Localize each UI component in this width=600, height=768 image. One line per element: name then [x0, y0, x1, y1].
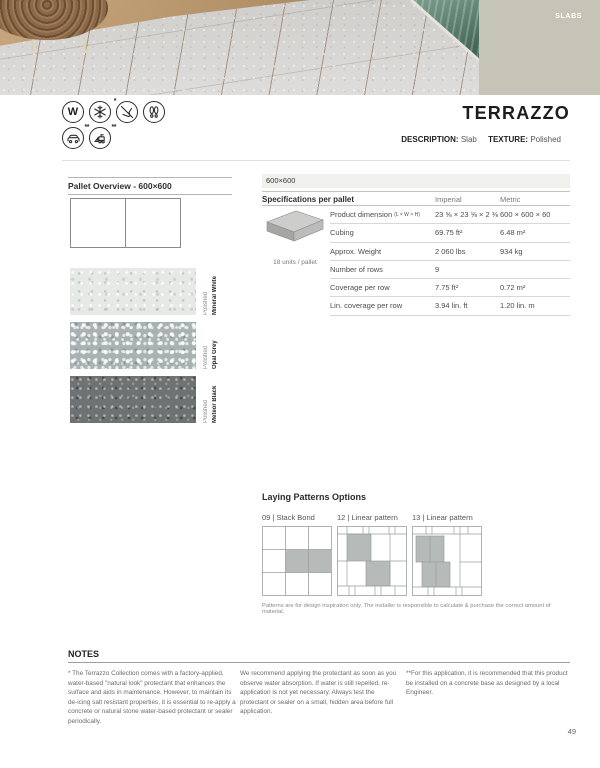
patterns-disclaimer: Patterns are for design inspiration only. The installer is responsible to calculate & purchase the correct amount of material. [262, 603, 551, 615]
notes-title: NOTES [68, 649, 100, 659]
spec-metric: 934 kg [500, 246, 523, 256]
swatch-labels [203, 376, 218, 423]
product-meta [401, 135, 570, 144]
description-label: DESCRIPTION: [401, 135, 459, 144]
hero-banner [0, 0, 600, 95]
spec-label: Cubing [330, 228, 354, 238]
texture-value: Polished [530, 135, 561, 144]
spec-label: Coverage per row [330, 283, 390, 293]
spec-label: Approx. Weight [330, 246, 382, 256]
swatch-finish-label: Polished [203, 399, 209, 423]
page-title: TERRAZZO [462, 103, 570, 123]
swatch-row [70, 322, 218, 369]
spec-imperial: 7.75 ft² [435, 283, 459, 293]
spec-row [330, 243, 570, 261]
hero-photo [0, 0, 479, 95]
vehicle-traffic-icon [62, 124, 89, 149]
spec-row [330, 261, 570, 279]
swatch-opal-grey [70, 322, 196, 369]
no-snow-shovel-icon [116, 101, 138, 123]
spec-imperial: 69.75 ft² [435, 228, 463, 238]
note-column-2: We recommend applying the protectant as soon as you observe water absorption. If water is still repelled, re-application is not yet necessary. Always test the protectant or sealer on a small, hidden area before full application. [240, 670, 397, 716]
spec-imperial: 9 [435, 264, 440, 274]
swatch-row [70, 376, 218, 423]
spec-row [330, 297, 570, 315]
texture-label: TEXTURE: [488, 135, 529, 144]
description-value: Slab [460, 135, 477, 144]
slab-3d-icon [263, 207, 327, 247]
w-glyph: W [67, 105, 79, 118]
pedestrian-traffic-icon [143, 101, 165, 123]
spec-metric: 0.72 m² [500, 283, 526, 293]
icon-marker: ** [111, 124, 116, 131]
spec-row [330, 279, 570, 297]
snowplow-icon [89, 124, 116, 149]
size-tag-band: 600×600 [262, 174, 570, 188]
spec-metric: 1.20 lin. m [500, 301, 535, 311]
slabs-tag: SLABS [555, 13, 582, 20]
col-metric: Metric [500, 195, 521, 204]
spec-label: Product dimension [330, 210, 393, 219]
spec-metric: 600 × 600 × 60 [500, 210, 551, 219]
pallet-slab-cell [125, 198, 181, 248]
swatch-labels [203, 268, 218, 315]
icon-row-2 [62, 124, 192, 149]
swatch-finish-label: Polished [203, 345, 209, 369]
swatch-name-label: Opal Grey [212, 340, 218, 369]
pallet-illustration [263, 207, 327, 266]
performance-icons [62, 98, 192, 153]
pattern-label-stack-bond: 09 | Stack Bond [262, 513, 315, 522]
spec-table-header [262, 191, 570, 206]
side-panel [479, 0, 600, 95]
pool-ripples [408, 0, 479, 95]
swatch-name-label: Mineral White [212, 275, 218, 315]
pallet-overview-title: Pallet Overview - 600×600 [68, 177, 232, 195]
wicker-chair [0, 0, 108, 40]
icon-row-1 [62, 98, 192, 123]
pattern-label-linear-12: 12 | Linear pattern [337, 513, 398, 522]
note-column-3: **For this application, it is recommended that this product be installed on a concrete base as designed by a local Engineer. [406, 670, 568, 697]
snowflake-icon [89, 98, 116, 123]
spec-table-rows [330, 206, 570, 316]
spec-label: Number of rows [330, 264, 383, 274]
pattern-label-linear-13: 13 | Linear pattern [412, 513, 473, 522]
color-swatches [70, 268, 218, 430]
pallet-slab-cell [70, 198, 126, 248]
spec-row [330, 206, 570, 224]
notes-divider [68, 662, 570, 663]
spec-row [330, 224, 570, 242]
swatch-mineral-white [70, 268, 196, 315]
pattern-diagram-linear-13 [412, 526, 482, 596]
spec-imperial: 3.94 lin. ft [435, 301, 468, 311]
spec-table-title: Specifications per pallet [262, 195, 355, 204]
note-column-1: * The Terrazzo Collection comes with a factory-applied, water-based "natural look" protectant that enhances the surface and aids in maintenance. However, to maintain its de-icing salt resistant properties, it is essential to re-apply a concrete or natural stone water-based protectant or sealer periodically. [68, 670, 236, 726]
pattern-diagram-linear-12 [337, 526, 407, 596]
swatch-name-label: Meteor Black [212, 385, 218, 423]
pallet-overview-diagram [70, 198, 181, 248]
icon-marker: ** [84, 124, 89, 131]
wet-look-icon [62, 101, 84, 123]
spec-imperial: 23 ⅝ × 23 ⅝ × 2 ⅜ [435, 210, 498, 219]
chair-leg [83, 38, 87, 53]
spec-label: Lin. coverage per row [330, 301, 403, 311]
pallet-caption: 18 units / pallet [273, 259, 317, 266]
col-imperial: Imperial [435, 195, 462, 204]
header-divider [62, 160, 570, 161]
spec-label-sub: (L × W × H) [394, 212, 420, 218]
swatch-row [70, 268, 218, 315]
page-number: 49 [567, 727, 576, 736]
spec-imperial: 2 060 lbs [435, 246, 466, 256]
icon-marker: * [113, 98, 116, 105]
patterns-title: Laying Patterns Options [262, 492, 367, 502]
swatch-finish-label: Polished [203, 291, 209, 315]
swatch-meteor-black [70, 376, 196, 423]
swatch-labels [203, 322, 218, 369]
pattern-diagram-stack-bond [262, 526, 332, 596]
spec-metric: 6.48 m² [500, 228, 526, 238]
